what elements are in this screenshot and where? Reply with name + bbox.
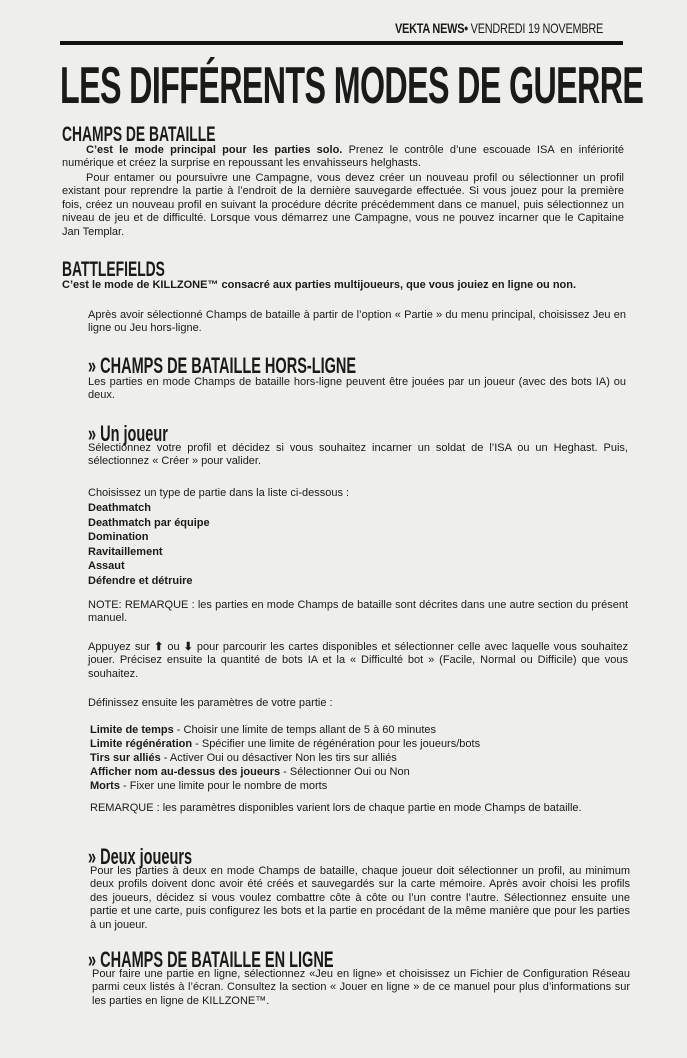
battlefields-paragraph: Après avoir sélectionné Champs de bataille à partir de l’option « Partie » du menu principal, choisissez Jeu en ligne ou Jeu hors-ligne. [88,309,626,335]
param-desc: - Choisir une limite de temps allant de 5 à 60 minutes [173,724,437,736]
subsection-heading-offline: » CHAMPS DE BATAILLE HORS-LIGNE [88,353,357,378]
arrow-down-icon: ⬇ [183,641,193,653]
header-rule [60,41,623,45]
note-paragraph: NOTE: REMARQUE : les parties en mode Champs de bataille sont décrites dans une autre section du présent manuel. [88,599,628,625]
running-header [395,20,604,36]
game-type-item: Ravitaillement [88,545,163,558]
one-player-paragraph: Sélectionnez votre profil et décidez si vous souhaitez incarner un soldat de l’ISA ou un Heghast. Puis, sélectionnez « Créer » pour valider. [88,442,628,468]
param-name: Limite de temps [90,724,174,736]
map-selection-paragraph [88,641,628,681]
param-item [90,779,630,793]
game-type-item: Deathmatch [88,502,151,514]
publication-name: VEKTA NEWS [395,20,465,36]
offline-paragraph: Les parties en mode Champs de bataille hors-ligne peuvent être jouées par un joueur (avec des bots IA) ou deux. [88,376,626,402]
section-heading-battlefields: BATTLEFIELDS [62,258,165,281]
param-item [90,737,630,751]
header-separator: • [464,20,468,36]
champs-intro-rest: Prenez le contrôle d’une escouade ISA en infériorité numérique et créez la surprise en repoussant les envahisseurs helghasts. [62,144,624,170]
champs-intro-bold: C’est le mode principal pour les parties solo. [86,144,343,156]
game-type-item: Défendre et détruire [88,574,193,587]
arrows-text-or: ou [167,641,180,653]
param-desc: - Activer Oui ou désactiver Non les tirs sur alliés [160,752,397,764]
online-paragraph: Pour faire une partie en ligne, sélectionnez «Jeu en ligne» et choisissez un Fichier de Configuration Réseau parmi ceux listés à l’écran. Consultez la section « Jouer en ligne » de ce manuel pour plus d’informations sur les parties en ligne de KILLZONE™. [92,968,630,1007]
section-heading-champs: CHAMPS DE BATAILLE [62,123,216,146]
game-type-list [88,501,388,588]
param-name: Tirs sur alliés [90,752,161,764]
game-type-item: Assaut [88,560,125,572]
two-players-paragraph: Pour les parties à deux en mode Champs de bataille, chaque joueur doit sélectionner un profil, au minimum deux profils doivent donc avoir été créés et sauvegardés sur la carte mémoire. Après avoir choisi les profils des joueurs, décidez si vous voulez combattre côte à côte ou l’un contre l’autre. Sélectionnez ensuite une partie et une carte, puis configurez les bots et la partie en procédant de la même manière que pour les parties à un joueur. [90,865,630,931]
params-list [90,723,630,793]
game-type-list-intro: Choisissez un type de partie dans la liste ci-dessous : [88,487,350,499]
param-desc: - Sélectionner Oui ou Non [280,766,410,778]
subsection-heading-one-player: » Un joueur [88,421,168,446]
param-desc: - Fixer une limite pour le nombre de morts [119,780,328,792]
battlefields-intro: C’est le mode de KILLZONE™ consacré aux parties multijoueurs, que vous jouiez en ligne ou non. [62,279,577,291]
param-name: Afficher nom au-dessus des joueurs [90,766,281,778]
game-type-item: Domination [88,531,149,543]
params-remark: REMARQUE : les paramètres disponibles varient lors de chaque partie en mode Champs de bataille. [90,802,582,814]
subsection-heading-two-players: » Deux joueurs [88,844,193,869]
param-name: Morts [90,780,120,792]
arrows-text-after: pour parcourir les cartes disponibles et sélectionner celle avec laquelle vous souhaitez jouer. Précisez ensuite la quantité de bots IA et la « Difficulté bot » (Facile, Normal ou Difficile) que vous souhaitez. [88,641,629,680]
param-name: Limite régénération [90,738,193,750]
champs-paragraph: Pour entamer ou poursuivre une Campagne, vous devez créer un nouveau profil ou sélectionner un profil existant pour reprendre la partie à l’endroit de la dernière sauvegarde effectuée. Si vous jouez pour la première fois, créez un nouveau profil en suivant la procédure décrite précédemment dans ce manuel, puis sélectionnez un niveau de jeu et de difficulté. Lorsque vous démarrez une Campagne, vous ne pouvez incarner que le Capitaine Jan Templar. [62,172,624,238]
game-type-item: Deathmatch par équipe [88,516,210,529]
header-date: VENDREDI 19 NOVEMBRE [470,20,604,36]
param-item [90,723,630,737]
arrows-text-before: Appuyez sur [88,641,151,653]
params-intro: Définissez ensuite les paramètres de votre partie : [88,697,333,709]
param-item [90,751,630,765]
arrow-up-icon: ⬆ [154,641,164,653]
subsection-heading-online: » CHAMPS DE BATAILLE EN LIGNE [88,947,334,972]
page-title: LES DIFFÉRENTS MODES DE GUERRE [60,57,644,115]
champs-intro [62,144,624,171]
param-item [90,765,630,779]
param-desc: - Spécifier une limite de régénération pour les joueurs/bots [192,738,481,750]
